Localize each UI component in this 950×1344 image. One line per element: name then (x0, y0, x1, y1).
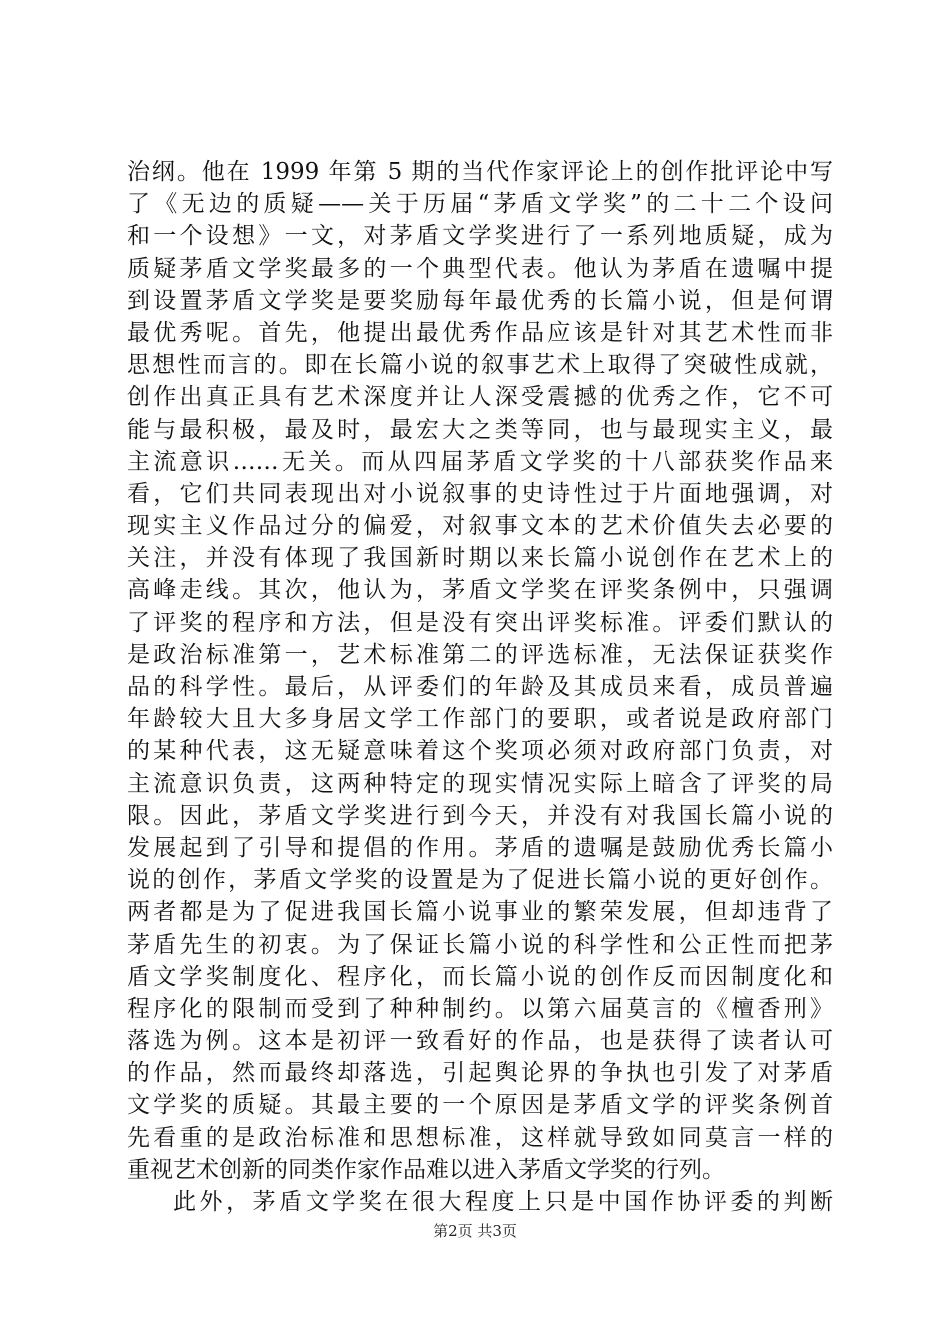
text-line: 主流意识负责，这两种特定的现实情况实际上暗含了评奖的局 (127, 770, 833, 797)
text-line: 高峰走线。其次，他认为，茅盾文学奖在评奖条例中，只强调 (127, 577, 833, 604)
text-line: 质疑茅盾文学奖最多的一个典型代表。他认为茅盾在遗嘱中提 (127, 255, 833, 282)
text-line: 两者都是为了促进我国长篇小说事业的繁荣发展，但却违背了 (127, 899, 833, 926)
text-line: 看，它们共同表现出对小说叙事的史诗性过于片面地强调，对 (127, 480, 833, 507)
text-line: 说的创作，茅盾文学奖的设置是为了促进长篇小说的更好创作。 (127, 867, 833, 894)
text-line: 的某种代表，这无疑意味着这个奖项必须对政府部门负责，对 (127, 738, 833, 765)
text-line: 限。因此，茅盾文学奖进行到今天，并没有对我国长篇小说的 (127, 802, 833, 829)
text-line: 茅盾先生的初衷。为了保证长篇小说的科学性和公正性而把茅 (127, 931, 833, 958)
text-line: 现实主义作品过分的偏爱，对叙事文本的艺术价值失去必要的 (127, 513, 833, 540)
text-line: 先看重的是政治标准和思想标准，这样就导致如同莫言一样的 (127, 1124, 833, 1151)
text-line: 是政治标准第一，艺术标准第二的评选标准，无法保证获奖作 (127, 641, 833, 668)
text-line: 品的科学性。最后，从评委们的年龄及其成员来看，成员普遍 (127, 674, 833, 700)
text-line: 到设置茅盾文学奖是要奖励每年最优秀的长篇小说，但是何谓 (127, 287, 833, 314)
text-line: 的作品，然而最终却落选，引起舆论界的争执也引发了对茅盾 (127, 1060, 833, 1087)
text-line: 盾文学奖制度化、程序化，而长篇小说的创作反而因制度化和 (127, 963, 833, 990)
text-line: 关注，并没有体现了我国新时期以来长篇小说创作在艺术上的 (127, 545, 833, 572)
text-line: 和一个设想》一文，对茅盾文学奖进行了一系列地质疑，成为 (127, 223, 833, 250)
text-line: 文学奖的质疑。其最主要的一个原因是茅盾文学的评奖条例首 (127, 1092, 833, 1119)
text-line: 主流意识……无关。而从四届茅盾文学奖的十八部获奖作品来 (127, 448, 833, 475)
text-line: 最优秀呢。首先，他提出最优秀作品应该是针对其艺术性而非 (127, 319, 833, 346)
paragraph-start-line: 此外，茅盾文学奖在很大程度上只是中国作协评委的判断 (173, 1189, 833, 1215)
text-line: 创作出真正具有艺术深度并让人深受震撼的优秀之作，它不可 (127, 384, 833, 411)
page-footer: 第2页 共3页 (433, 1222, 517, 1240)
text-line: 发展起到了引导和提倡的作用。茅盾的遗嘱是鼓励优秀长篇小 (127, 834, 833, 861)
text-line: 了评奖的程序和方法，但是没有突出评奖标准。评委们默认的 (127, 609, 833, 636)
text-line: 了《无边的质疑——关于历届“茅盾文学奖”的二十二个设问 (127, 191, 833, 218)
body-text (127, 156, 833, 1218)
paragraph-end-line: 重视艺术创新的同类作家作品难以进入茅盾文学奖的行列。 (127, 1156, 725, 1183)
text-line: 年龄较大且大多身居文学工作部门的要职，或者说是政府部门 (127, 706, 833, 733)
text-line: 能与最积极，最及时，最宏大之类等同，也与最现实主义，最 (127, 416, 833, 443)
text-line: 思想性而言的。即在长篇小说的叙事艺术上取得了突破性成就， (127, 352, 833, 379)
text-line: 治纲。他在 1999 年第 5 期的当代作家评论上的创作批评论中写 (127, 159, 833, 185)
text-line: 落选为例。这本是初评一致看好的作品，也是获得了读者认可 (127, 1028, 833, 1055)
text-line: 程序化的限制而受到了种种制约。以第六届莫言的《檀香刑》 (127, 995, 833, 1022)
